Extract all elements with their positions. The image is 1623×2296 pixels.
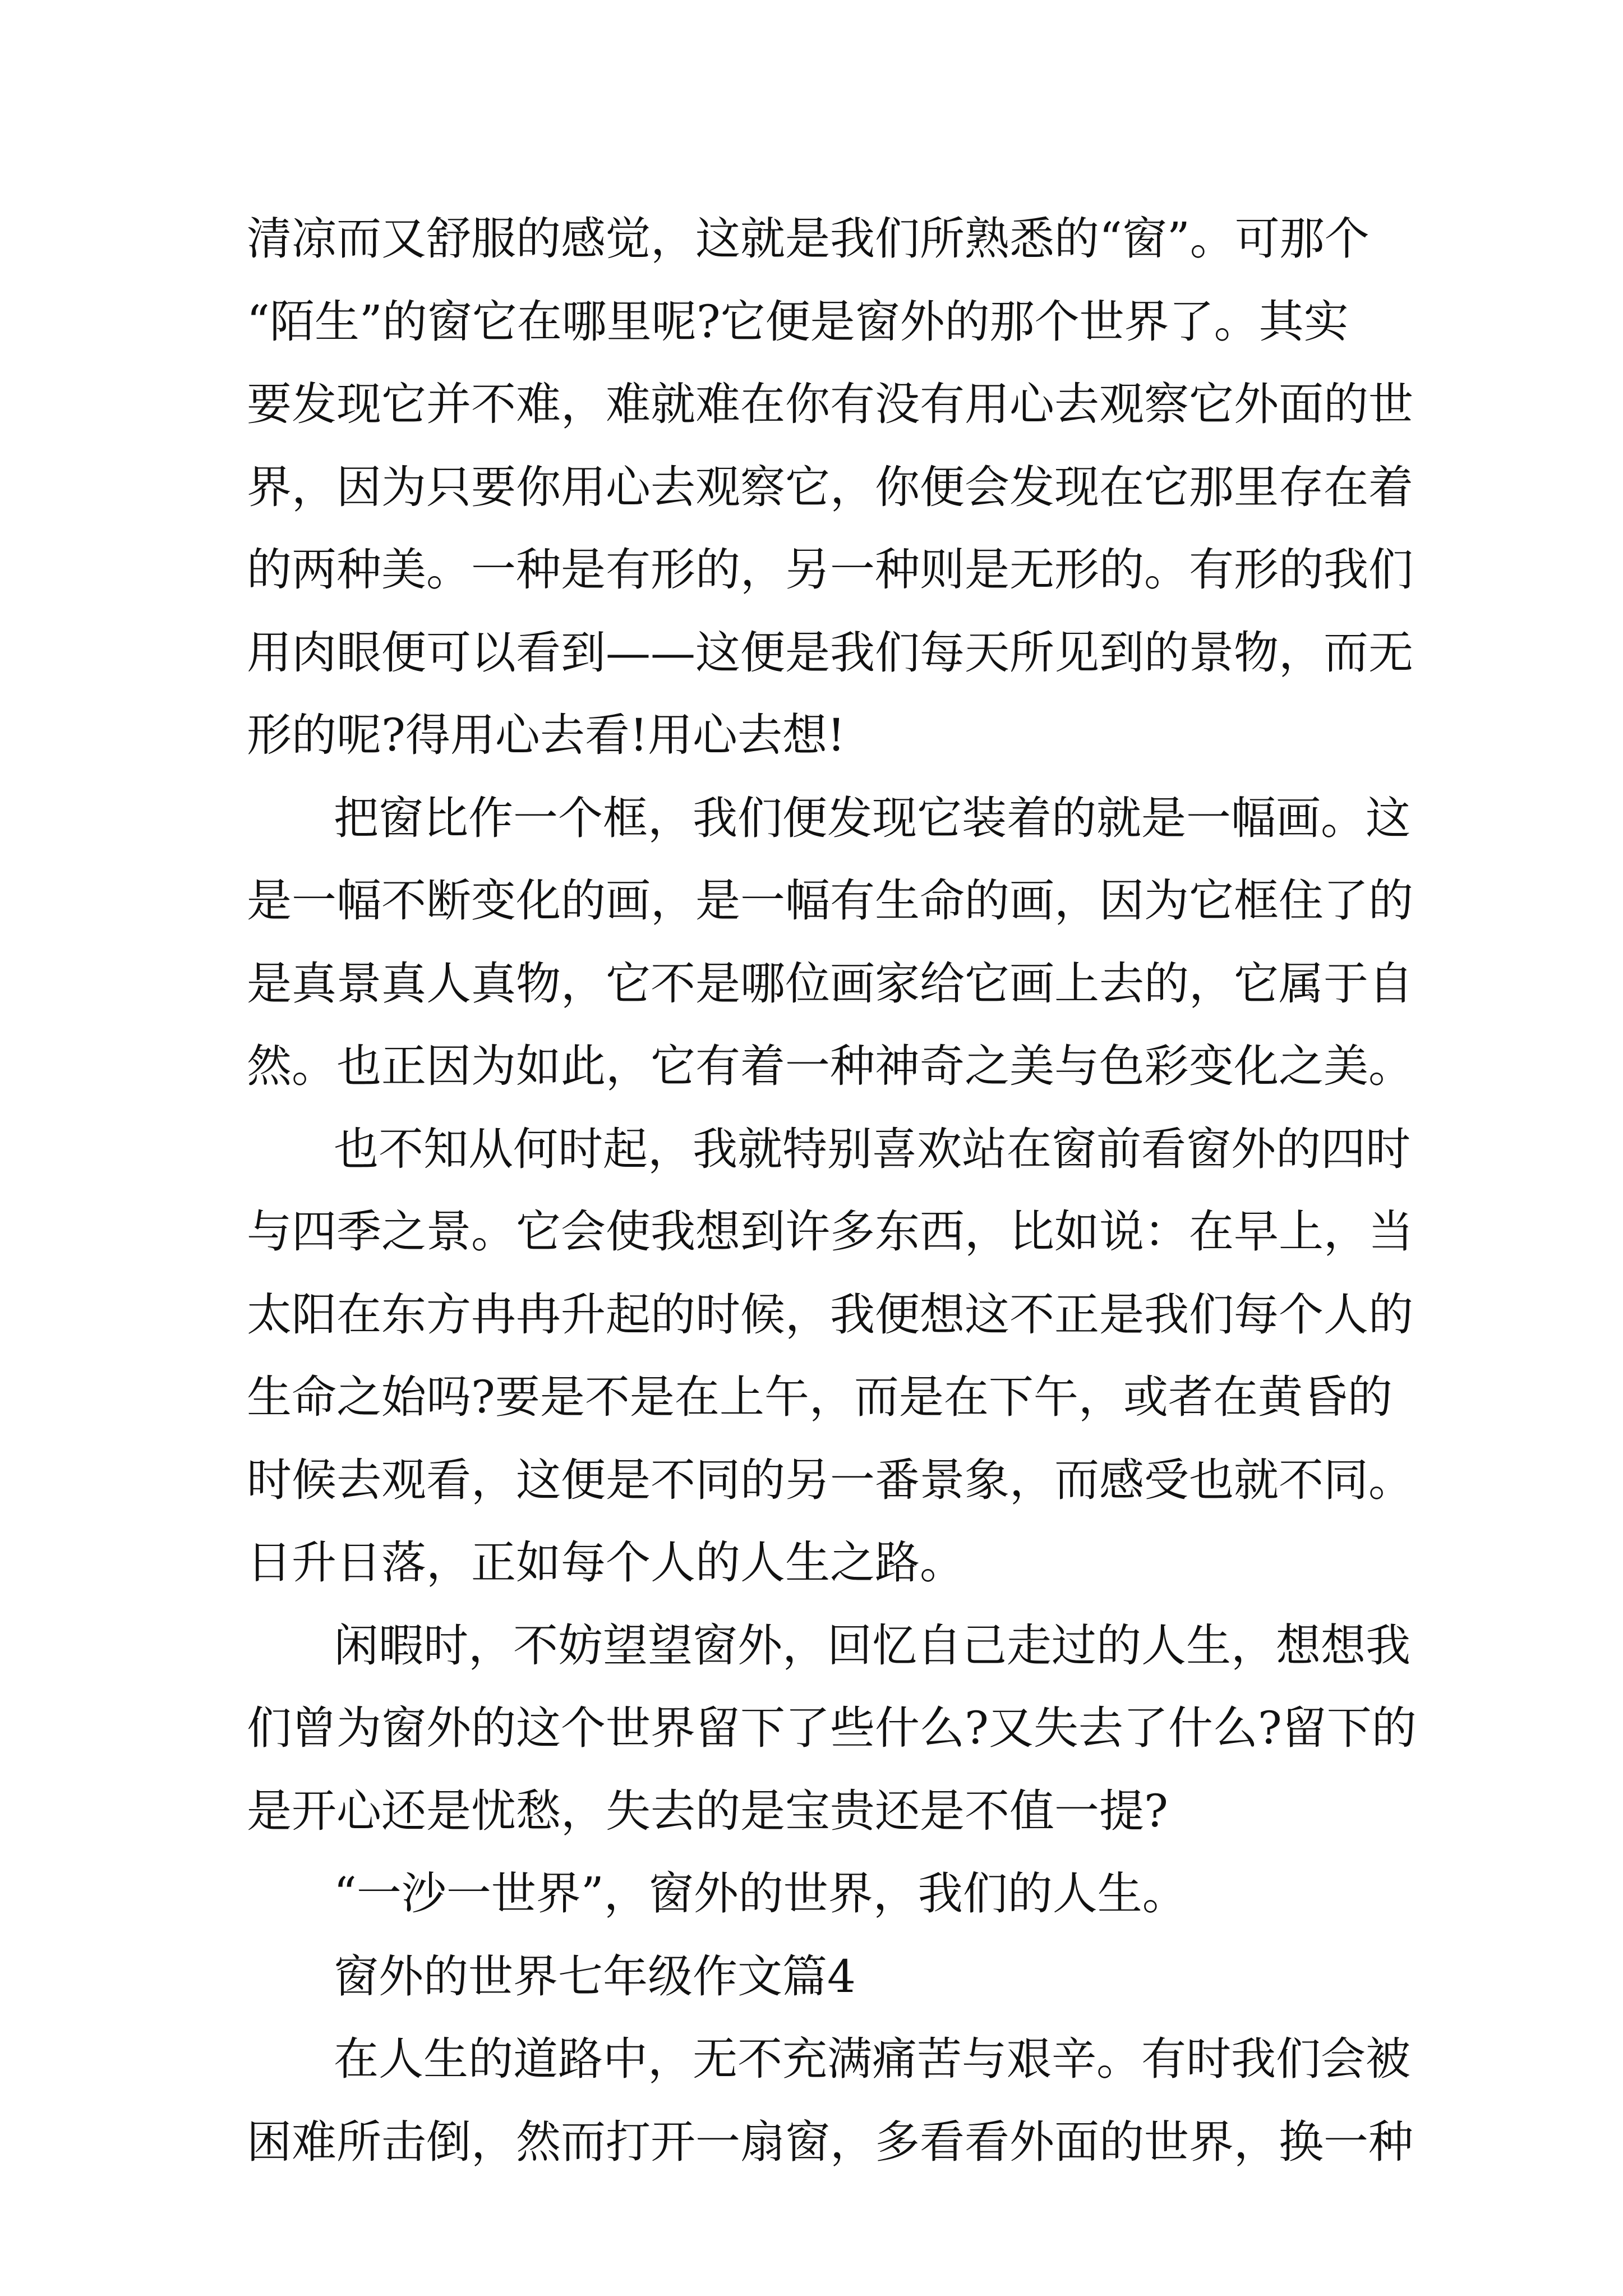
text-line: 与四季之景。它会使我想到许多东西，比如说：在早上，当 [247, 1205, 1413, 1258]
paragraph-start-line: 在人生的道路中，无不充满痛苦与艰辛。有时我们会被 [334, 2033, 1410, 2085]
paragraph-start-line: 也不知从何时起，我就特别喜欢站在窗前看窗外的四时 [334, 1122, 1410, 1175]
text-line: 用肉眼便可以看到——这便是我们每天所见到的景物，而无 [247, 626, 1413, 679]
text-line: 形的呢?得用心去看!用心去想! [247, 709, 846, 761]
text-line: 太阳在东方冉冉升起的时候，我便想这不正是我们每个人的 [247, 1288, 1413, 1341]
text-line: 们曾为窗外的这个世界留下了些什么?又失去了什么?留下的 [247, 1702, 1417, 1754]
text-line: 要发现它并不难，难就难在你有没有用心去观察它外面的世 [247, 378, 1413, 430]
text-line: 时候去观看，这便是不同的另一番景象，而感受也就不同。 [247, 1453, 1413, 1506]
paragraph-start-line: 把窗比作一个框，我们便发现它装着的就是一幅画。这 [334, 792, 1410, 844]
text-line: “陌生”的窗它在哪里呢?它便是窗外的那个世界了。其实 [247, 295, 1349, 348]
paragraph-start-line: “一沙一世界”，窗外的世界，我们的人生。 [334, 1867, 1187, 1920]
text-line: 的两种美。一种是有形的，另一种则是无形的。有形的我们 [247, 544, 1413, 596]
section-heading: 窗外的世界七年级作文篇4 [334, 1950, 856, 2003]
paragraph-start-line: 闲暇时，不妨望望窗外，回忆自己走过的人生，想想我 [334, 1619, 1410, 1672]
text-line: 然。也正因为如此，它有着一种神奇之美与色彩变化之美。 [247, 1040, 1413, 1092]
text-line: 是一幅不断变化的画，是一幅有生命的画，因为它框住了的 [247, 875, 1413, 927]
text-line: 界，因为只要你用心去观察它，你便会发现在它那里存在着 [247, 461, 1413, 513]
text-line: 日升日落，正如每个人的人生之路。 [247, 1536, 965, 1589]
text-line: 困难所击倒，然而打开一扇窗，多看看外面的世界，换一种 [247, 2115, 1413, 2168]
text-line: 清凉而又舒服的感觉，这就是我们所熟悉的“窗”。可那个 [247, 213, 1370, 265]
text-line: 生命之始吗?要是不是在上午，而是在下午，或者在黄昏的 [247, 1371, 1393, 1423]
body-text [247, 197, 1424, 2183]
text-line: 是开心还是忧愁，失去的是宝贵还是不值一提? [247, 1784, 1168, 1837]
text-line: 是真景真人真物，它不是哪位画家给它画上去的，它属于自 [247, 957, 1413, 1010]
